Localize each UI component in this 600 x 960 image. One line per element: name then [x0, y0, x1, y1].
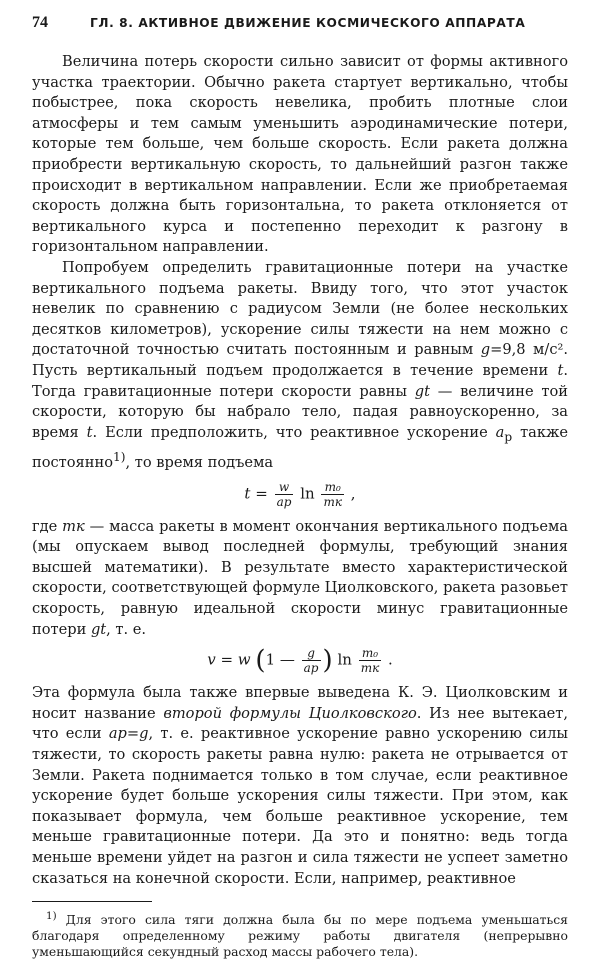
formula-time	[32, 480, 568, 509]
paragraph-1-text: Величина потерь скорости сильно зависит от формы активного участка траектории. Обычно ракета стартует вертикально, чтобы побыстрее, пока скорость невелика, пробить плотные слои атмосферы и тем самым уменьшить аэродинамические потери, которые тем больше, чем больше скорость. Если ракета должна приобрести вертикальную скорость, то дальнейший разгон также происходит в вертикальном направлении. Если же приобретаемая скорость должна быть горизонтальна, то ракета отклоняется от вертикального курса и постепенно переходит к разгону в горизонтальном направлении.	[32, 53, 568, 256]
formula-2-den2: mк	[360, 661, 380, 676]
p4-text-1: Эта формула была также впервые выведена К. Э. Циолковским и носит название	[32, 684, 568, 722]
p2-var-t: t	[557, 361, 564, 379]
p2-var-t2: t	[86, 423, 93, 441]
page-header	[32, 14, 568, 40]
p2-var-g: g	[480, 341, 491, 359]
p2-var-a-sub: р	[504, 429, 513, 444]
p2-text-3: . Тогда гравитационные потери скорости равны	[32, 361, 569, 400]
footnote-divider	[32, 901, 152, 902]
formula-1-lhs: t =	[244, 484, 268, 503]
p2-text-7: , то время подъема	[125, 454, 274, 472]
p3-text-rest: — масса ракеты в момент окончания вертикального подъема (мы опускаем вывод последней формулы, требующий знания высшей математики). В результате вместо характеристической скорости, соответствующей формуле Циолковского, ракета разовьет скорость, равную идеальной скорости минус гравитационные потери	[32, 517, 569, 638]
paragraph-2	[32, 258, 568, 474]
formula-2-end: .	[388, 650, 393, 669]
paragraph-1	[32, 52, 568, 258]
formula-1-fraction-2	[321, 480, 344, 509]
p2-text-2: . Пусть вертикальный подъем продолжается в течение времени	[32, 341, 568, 379]
formula-2-den: aр	[303, 661, 319, 676]
formula-1-num: w	[275, 480, 294, 495]
p2-g-value: =9,8 м/с²	[490, 341, 564, 359]
formula-1-num2: m₀	[321, 480, 344, 495]
formula-2-fraction-2	[359, 646, 382, 675]
p4-text-3: , т. е. реактивное ускорение равно ускорению силы тяжести, то скорость ракеты равна нулю: ракета не отрывается от Земли. Ракета поднимается только в том случае, если реактивное ускорение будет больше ускорения силы тяжести. При этом, как показывает формула, чем больше реактивное ускорение, тем меньше гравитационные потери. Да это и понятно: ведь тогда меньше времени уйдет на разгон и сила тяжести не успеет заметно сказаться на конечной скорости. Если, например, реактивное	[32, 725, 568, 887]
p2-var-a: a	[495, 423, 505, 441]
formula-2-ln: ln	[337, 650, 352, 669]
running-title: ГЛ. 8. АКТИВНОЕ ДВИЖЕНИЕ КОСМИЧЕСКОГО АППАРАТА	[90, 16, 526, 30]
formula-1-end: ,	[350, 484, 356, 503]
p3-text-end: , т. е.	[106, 620, 147, 638]
formula-2-fraction-1	[302, 646, 321, 675]
formula-1-den: aр	[276, 494, 292, 509]
formula-2-num2: m₀	[359, 646, 382, 661]
paragraph-3	[32, 517, 568, 641]
formula-velocity	[32, 646, 568, 675]
p2-text-6: также постоянно	[32, 423, 569, 472]
book-page	[32, 14, 568, 960]
p3-var-mk: mк	[62, 517, 85, 535]
p2-text-5: . Если предположить, что реактивное ускорение	[92, 423, 488, 441]
paragraph-4	[32, 683, 568, 889]
p4-text-2: . Из нее вытекает, что если	[32, 704, 568, 743]
formula-1-ln: ln	[300, 484, 315, 503]
formula-2-one: 1 —	[265, 650, 295, 669]
p2-text-1: Попробуем определить гравитационные потери на участке вертикального подъема ракеты. Ввиду того, что этот участок невелик по сравнению с радиусом Земли (не более нескольких десятков километров), ускорение силы тяжести на нем можно с достаточной точностью считать постоянным и равным	[32, 258, 568, 359]
p2-var-gt: gt	[414, 382, 430, 400]
p3-text-start: где	[32, 517, 58, 535]
page-number: 74	[32, 14, 48, 31]
footnote	[32, 908, 568, 960]
formula-2-paren-open: (	[255, 645, 266, 676]
p4-italic-term: второй формулы Циолковского	[163, 704, 417, 722]
formula-1-den2: mк	[323, 494, 342, 509]
footnote-text: Для этого сила тяги должна была бы по мере подъема уменьшаться благодаря определенному режиму работы двигателя (непрерывно уменьшающийся секундный расход массы рабочего тела).	[32, 912, 568, 960]
p3-var-gt: gt	[90, 620, 107, 638]
p2-text-4: — величине той скорости, которую бы набрало тело, падая равноускоренно, за время	[32, 382, 569, 441]
formula-2-paren-close: )	[322, 645, 333, 676]
formula-2-lhs: v = w	[207, 650, 251, 669]
formula-2-num: g	[302, 646, 321, 661]
p4-equation: aр=g	[108, 725, 149, 743]
footnote-mark: 1)	[46, 910, 57, 923]
footnote-reference: 1)	[113, 450, 126, 465]
formula-1-fraction-1	[275, 480, 294, 509]
